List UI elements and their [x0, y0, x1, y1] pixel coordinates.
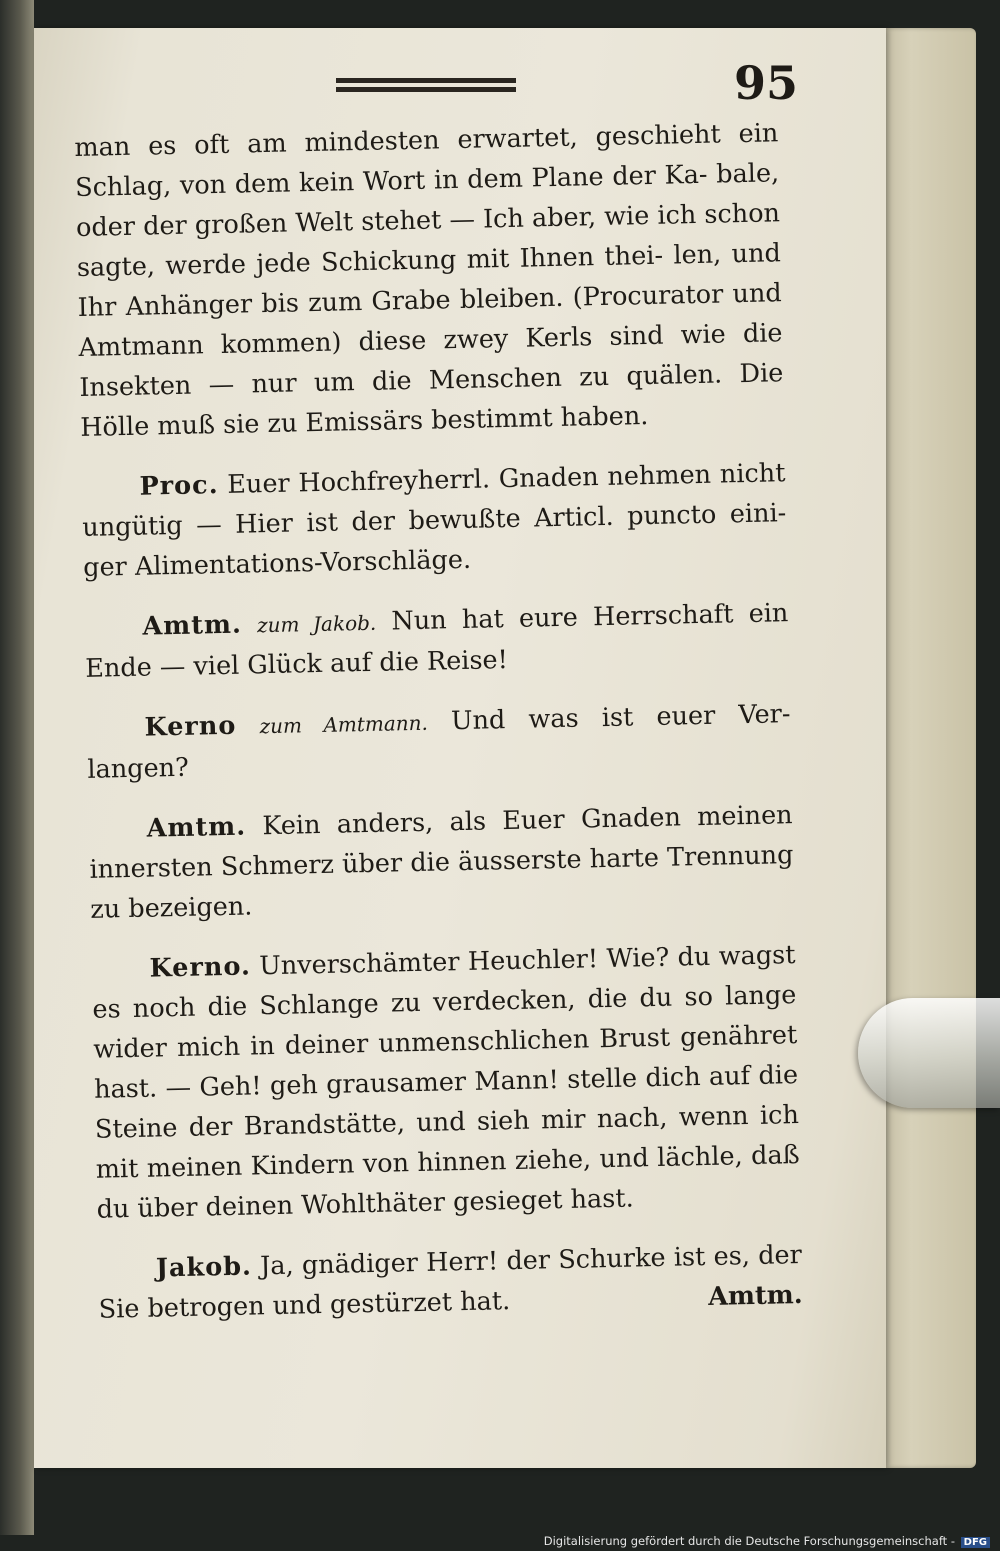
- footer-text: Digitalisierung gefördert durch die Deutsche Forschungsgemeinschaft -: [543, 1534, 955, 1548]
- text-line: len, und Ihr Anhänger bis zum Grabe bleiben.: [77, 238, 782, 323]
- dfg-logo: DFG: [961, 1537, 990, 1548]
- speaker-name: Kerno.: [149, 951, 252, 984]
- text-line: bale, oder der großen Welt stehet — Ich aber, wie: [75, 158, 780, 243]
- text-line: man es oft am mindesten erwartet, geschieht ein: [74, 118, 779, 163]
- page-number: 95: [734, 56, 799, 110]
- book-spine: [0, 0, 34, 1535]
- speaker-name: Amtm.: [146, 811, 247, 844]
- text-line: ger Alimentations-Vorschläge.: [82, 544, 472, 583]
- text-line: Schlag, von dem kein Wort in dem Plane der Ka-: [74, 159, 708, 203]
- speaker-name: Kerno: [144, 710, 237, 743]
- text-line: quälen. Die Hölle muß sie zu Emissärs bestimmt: [79, 358, 784, 443]
- text-line: die Steine der Brandstätte, und sieh mir nach, wenn: [94, 1060, 799, 1145]
- text-line: zu bezeigen.: [90, 891, 253, 925]
- text-line: Und was ist euer Ver-: [450, 699, 791, 737]
- text-line: Ende — viel Glück auf die Reise!: [85, 645, 509, 684]
- text-line: ungütig — Hier ist der bewußte Articl. puncto eini-: [82, 498, 787, 543]
- text-line: langen?: [87, 752, 190, 785]
- speaker-name: Jakob.: [155, 1251, 253, 1284]
- text-line: es noch die Schlange zu verdecken, die du so lange: [92, 980, 797, 1025]
- header-rule: [336, 78, 516, 92]
- text-line: Nun hat eure Herrschaft ein: [391, 598, 789, 637]
- paragraph-2: [81, 453, 787, 588]
- paragraph-6: [91, 935, 801, 1230]
- stage-direction: zum Jakob.: [256, 610, 377, 638]
- book-page: [34, 28, 886, 1468]
- text-line: der Sie betrogen und gestürzet hat.: [98, 1240, 803, 1325]
- text-line: ich mit meinen Kindern von hinnen ziehe, und lächle,: [95, 1100, 800, 1185]
- paragraph-1: [74, 113, 785, 448]
- speaker-name: Amtm.: [142, 609, 243, 642]
- paragraph-5: [88, 795, 794, 930]
- text-line: Unverschämter Heuchler! Wie? du wagst: [258, 940, 796, 982]
- text-line: wider mich in deiner unmenschlichen Brust genähret: [92, 1020, 798, 1065]
- text-line: daß du über deinen Wohlthäter gesieget hast.: [96, 1140, 800, 1225]
- text-line: (Procurator und Amtmann kommen) diese zwey Kerls: [78, 278, 782, 363]
- text-line: Ja, gnädiger Herr! der Schurke ist es,: [259, 1241, 751, 1282]
- text-line: haben.: [560, 401, 649, 433]
- text-line: sind wie die Insekten — nur um die Menschen zu: [79, 318, 783, 403]
- catchword: Amtm.: [707, 1280, 803, 1312]
- text-line: Kein anders, als Euer Gnaden meinen: [262, 800, 793, 842]
- page-clip: [858, 998, 1000, 1108]
- speaker-name: Proc.: [139, 470, 219, 502]
- footer-credit: [544, 1534, 990, 1548]
- text-line: innersten Schmerz über die äusserste harte Trennung: [89, 840, 794, 885]
- paragraph-3: [84, 593, 790, 689]
- stage-direction: zum Amtmann.: [259, 710, 429, 739]
- text-line: hast. — Geh! geh grausamer Mann! stelle dich auf: [93, 1061, 751, 1105]
- page-text: [74, 113, 803, 1329]
- text-line: Euer Hochfreyherrl. Gnaden nehmen nicht: [227, 458, 786, 500]
- text-line: ich schon sagte, werde jede Schickung mit Ihnen thei-: [76, 198, 781, 283]
- paragraph-4: [86, 694, 792, 790]
